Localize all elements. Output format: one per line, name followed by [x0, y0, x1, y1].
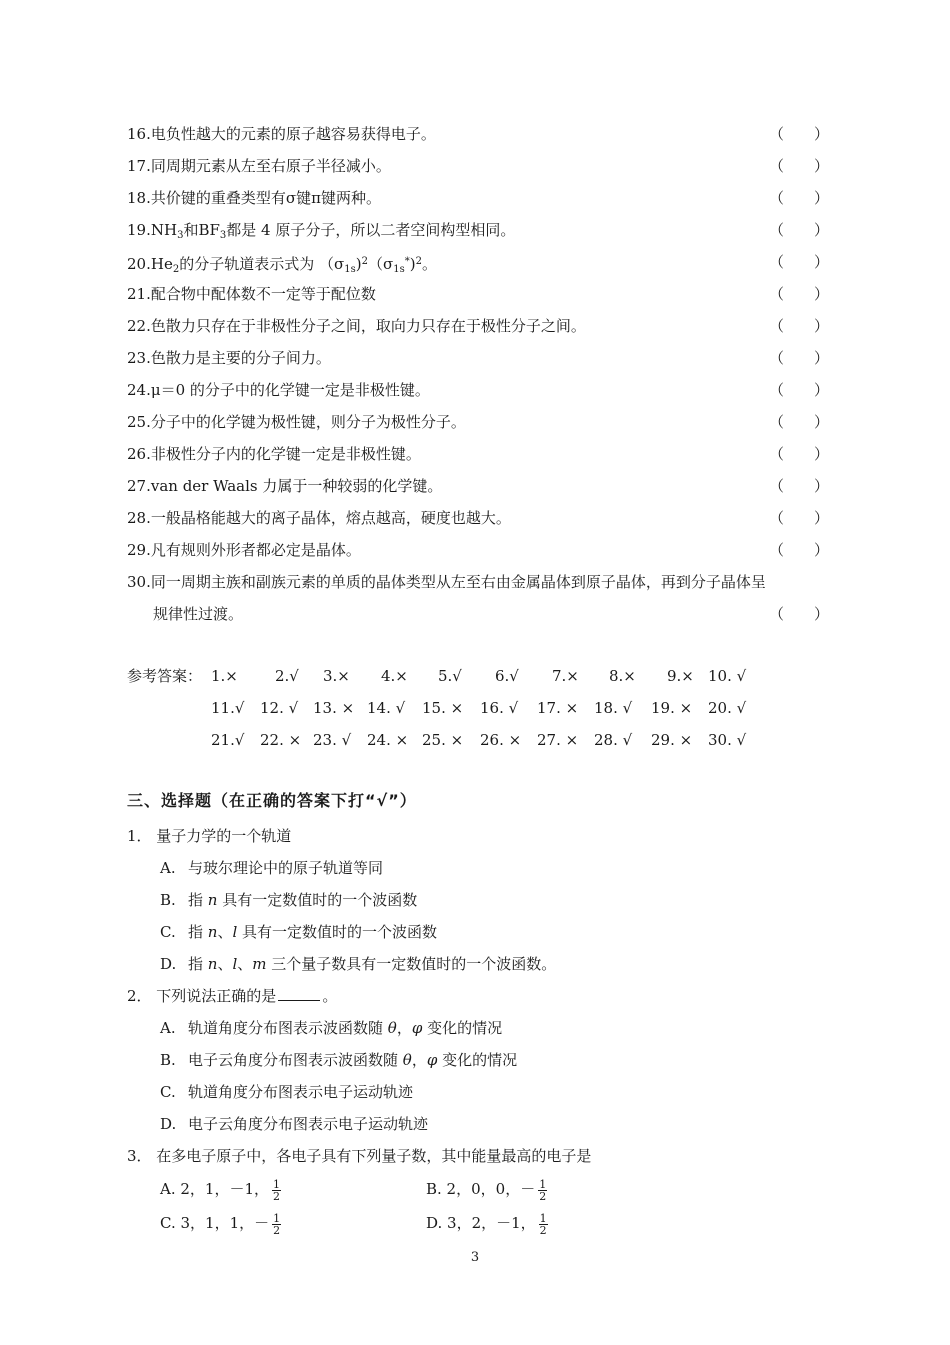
variable-l: l	[232, 923, 238, 941]
answer-blank[interactable]: （ ）	[768, 253, 829, 271]
denominator: 2	[273, 1189, 280, 1203]
tf-question-22	[127, 310, 837, 342]
subscript: 1s	[344, 264, 356, 275]
answer-row-1	[127, 660, 847, 692]
answer-key-label: 参考答案：	[127, 667, 203, 685]
separator: ，	[396, 1019, 412, 1037]
answer-item: 17. ×	[537, 699, 579, 717]
mc-q3-option-d[interactable]	[426, 1206, 548, 1240]
option-text: 变化的情况	[437, 1051, 518, 1069]
answer-key	[127, 660, 847, 756]
question-text: 电负性越大的元素的原子越容易获得电子。	[150, 125, 436, 143]
option-text: 指	[188, 923, 208, 941]
answer-item: 20. √	[708, 699, 747, 717]
answer-item: 3.×	[323, 667, 350, 685]
answer-item: 8.×	[609, 667, 636, 685]
option-label: C.	[160, 923, 176, 941]
option-text: 具有一定数值时的一个波函数	[237, 923, 438, 941]
question-number: 27.	[127, 477, 151, 495]
denominator: 2	[539, 1223, 547, 1237]
answer-item: 25. ×	[422, 731, 464, 749]
separator: ，	[411, 1051, 427, 1069]
question-text	[151, 255, 437, 273]
answer-blank[interactable]: （ ）	[768, 445, 829, 463]
numerator: 1	[273, 1211, 281, 1225]
question-number: 24.	[127, 381, 151, 399]
question-text: 色散力是主要的分子间力。	[150, 349, 331, 367]
subscript: 3	[177, 230, 184, 241]
fill-blank[interactable]	[278, 986, 320, 1001]
tf-question-21	[127, 278, 837, 310]
numerator: 1	[539, 1211, 547, 1225]
option-label: A.	[160, 859, 176, 877]
answer-item: 13. ×	[313, 699, 355, 717]
numerator: 1	[539, 1177, 547, 1191]
denominator: 2	[539, 1189, 547, 1203]
multiple-choice-list	[127, 820, 847, 1240]
true-false-list	[127, 118, 837, 630]
question-number: 25.	[127, 413, 151, 431]
text-segment: 的分子轨道表示式为 （σ	[179, 255, 345, 273]
answer-blank[interactable]: （ ）	[768, 157, 829, 175]
tf-question-24	[127, 374, 837, 406]
answer-item: 5.√	[438, 667, 462, 685]
question-number: 16.	[127, 125, 151, 143]
variable-n: n	[207, 923, 218, 941]
mc-q1-option-b[interactable]	[127, 884, 847, 916]
formula-he: He	[150, 255, 173, 273]
answer-blank[interactable]: （ ）	[768, 189, 829, 207]
question-number: 28.	[127, 509, 151, 527]
question-number: 21.	[127, 285, 151, 303]
option-text: 变化的情况	[422, 1019, 503, 1037]
option-label: B.	[160, 891, 176, 909]
answer-blank[interactable]: （ ）	[768, 285, 829, 303]
option-text: C. 3，1，1，－	[160, 1214, 270, 1232]
option-label: D.	[160, 955, 177, 973]
answer-item: 28. √	[594, 731, 633, 749]
question-number: 18.	[127, 189, 151, 207]
answer-item: 1.×	[211, 667, 238, 685]
question-number: 20.	[127, 255, 151, 273]
answer-item: 18. √	[594, 699, 633, 717]
option-text: 具有一定数值时的一个波函数	[217, 891, 418, 909]
question-text-line1: 同一周期主族和副族元素的单质的晶体类型从左至右由金属晶体到原子晶体，再到分子晶体呈	[150, 573, 766, 591]
answer-item: 16. √	[480, 699, 519, 717]
answer-item: 22. ×	[260, 731, 302, 749]
question-text: van der Waals 力属于一种较弱的化学键。	[150, 477, 443, 495]
question-text: 凡有规则外形者都必定是晶体。	[150, 541, 361, 559]
answer-item: 9.×	[667, 667, 694, 685]
mc-q2-option-a[interactable]	[127, 1012, 847, 1044]
formula-bf: 和BF	[183, 221, 220, 239]
fraction-half	[538, 1179, 547, 1202]
option-text: 轨道角度分布图表示波函数随	[188, 1019, 388, 1037]
formula-nh: NH	[150, 221, 178, 239]
option-text: 指	[188, 891, 208, 909]
variable-phi: φ	[411, 1019, 423, 1037]
answer-item: 10. √	[708, 667, 747, 685]
option-text: A. 2，1，－1，	[160, 1180, 269, 1198]
question-text: 非极性分子内的化学键一定是非极性键。	[150, 445, 421, 463]
separator: 、	[217, 923, 233, 941]
question-text: 配合物中配体数不一定等于配位数	[150, 285, 376, 303]
question-text	[151, 221, 516, 239]
mc-question-1-stem: 1． 量子力学的一个轨道	[127, 827, 292, 845]
subscript: 1s	[393, 264, 405, 275]
punctuation: 。	[322, 987, 338, 1005]
mc-q1-option-c[interactable]	[127, 916, 847, 948]
mc-q2-option-d[interactable]	[127, 1108, 847, 1140]
question-text: 一般晶格能越大的离子晶体，熔点越高，硬度也越大。	[150, 509, 511, 527]
tf-question-30-cont	[127, 598, 837, 630]
mc-q2-option-c[interactable]	[127, 1076, 847, 1108]
answer-row-3	[127, 724, 847, 756]
answer-item: 12. √	[260, 699, 299, 717]
tf-question-28	[127, 502, 837, 534]
answer-blank[interactable]: （ ）	[768, 125, 829, 143]
mc-q1-option-a[interactable]	[127, 852, 847, 884]
option-text: B. 2，0，0，－	[426, 1180, 536, 1198]
antibonding-star: *	[404, 256, 410, 267]
mc-q3-option-a[interactable]	[160, 1172, 281, 1206]
question-text: 共价键的重叠类型有σ键π键两种。	[150, 189, 381, 207]
answer-blank[interactable]: （ ）	[768, 413, 829, 431]
answer-item: 19. ×	[651, 699, 693, 717]
mc-question-3-stem: 3． 在多电子原子中，各电子具有下列量子数，其中能量最高的电子是	[127, 1147, 592, 1165]
question-text: 色散力只存在于非极性分子之间，取向力只存在于极性分子之间。	[150, 317, 586, 335]
variable-theta: θ	[402, 1051, 412, 1069]
tf-question-23	[127, 342, 837, 374]
answer-item: 6.√	[495, 667, 519, 685]
answer-blank[interactable]: （ ）	[768, 221, 829, 239]
option-text: 三个量子数具有一定数值时的一个波函数。	[266, 955, 557, 973]
tf-question-25	[127, 406, 837, 438]
tf-question-18	[127, 182, 837, 214]
answer-item: 4.×	[381, 667, 408, 685]
mc-question-2-stem	[127, 980, 847, 1012]
option-label: A.	[160, 1019, 176, 1037]
option-label: B.	[160, 1051, 176, 1069]
variable-n: n	[207, 891, 218, 909]
variable-n: n	[207, 955, 218, 973]
variable-phi: φ	[426, 1051, 438, 1069]
answer-item: 23. √	[313, 731, 352, 749]
question-number: 17.	[127, 157, 151, 175]
answer-blank[interactable]: （ ）	[768, 381, 829, 399]
answer-item: 14. √	[367, 699, 406, 717]
answer-blank[interactable]: （ ）	[768, 349, 829, 367]
variable-theta: θ	[387, 1019, 397, 1037]
option-text: 与玻尔理论中的原子轨道等同	[188, 859, 384, 877]
answer-item: 30. √	[708, 731, 747, 749]
option-text: 指	[188, 955, 208, 973]
denominator: 2	[273, 1223, 281, 1237]
answer-blank[interactable]: （ ）	[768, 317, 829, 335]
mc-q3-option-c[interactable]	[160, 1206, 281, 1240]
answer-item: 29. ×	[651, 731, 693, 749]
question-number: 19.	[127, 221, 151, 239]
option-text: D. 3，2，－1，	[426, 1214, 536, 1232]
option-text: 轨道角度分布图表示电子运动轨迹	[188, 1083, 414, 1101]
text-segment: （σ	[367, 255, 394, 273]
tf-question-26	[127, 438, 837, 470]
superscript: 2	[415, 256, 422, 267]
separator: 、	[237, 955, 253, 973]
question-number: 29.	[127, 541, 151, 559]
tf-question-27	[127, 470, 837, 502]
tf-question-16	[127, 118, 837, 150]
fraction-half	[272, 1179, 281, 1202]
answer-item: 26. ×	[480, 731, 522, 749]
option-text: 电子云角度分布图表示电子运动轨迹	[188, 1115, 429, 1133]
fraction-half	[539, 1213, 548, 1236]
answer-blank[interactable]: （ ）	[768, 541, 829, 559]
answer-item: 15. ×	[422, 699, 464, 717]
tf-question-19	[127, 214, 837, 246]
question-text-line2: 规律性过渡。	[153, 605, 244, 623]
option-text: 电子云角度分布图表示波函数随	[188, 1051, 403, 1069]
question-text: μ＝0 的分子中的化学键一定是非极性键。	[150, 381, 430, 399]
text-segment: 。	[421, 255, 437, 273]
question-text: 分子中的化学键为极性键，则分子为极性分子。	[150, 413, 466, 431]
answer-blank[interactable]: （ ）	[768, 605, 829, 623]
variable-l: l	[232, 955, 238, 973]
subscript: 2	[172, 264, 180, 275]
mc-q3-options-row-1	[127, 1172, 847, 1206]
question-number: 26.	[127, 445, 151, 463]
option-label: C.	[160, 1083, 176, 1101]
page-number: 3	[470, 1250, 480, 1265]
tf-question-20	[127, 246, 837, 278]
answer-item: 2.√	[275, 667, 299, 685]
option-label: D.	[160, 1115, 177, 1133]
tf-question-30	[127, 566, 837, 598]
mc-q1-option-d[interactable]	[127, 948, 847, 980]
mc-q3-option-b[interactable]	[426, 1172, 547, 1206]
separator: 、	[217, 955, 233, 973]
mc-q3-options-row-2	[127, 1206, 847, 1240]
answer-item: 21.√	[211, 731, 245, 749]
superscript: 2	[361, 256, 368, 267]
numerator: 1	[273, 1177, 280, 1191]
question-number: 22.	[127, 317, 151, 335]
answer-item: 27. ×	[537, 731, 579, 749]
answer-blank[interactable]: （ ）	[768, 509, 829, 527]
question-text: 同周期元素从左至右原子半径减小。	[150, 157, 391, 175]
question-stem: 2． 下列说法正确的是	[127, 987, 277, 1005]
subscript: 3	[219, 230, 227, 241]
section-heading: 三、选择题（在正确的答案下打“√”）	[127, 791, 417, 810]
tf-question-29	[127, 534, 837, 566]
close-paren: )	[409, 255, 416, 273]
mc-q2-option-b[interactable]	[127, 1044, 847, 1076]
close-paren: )	[355, 255, 362, 273]
answer-item: 24. ×	[367, 731, 409, 749]
tf-question-17	[127, 150, 837, 182]
answer-row-2	[127, 692, 847, 724]
variable-m: m	[252, 955, 267, 973]
question-number: 23.	[127, 349, 151, 367]
question-text-rest: 都是 4 原子分子，所以二者空间构型相同。	[226, 221, 516, 239]
answer-item: 11.√	[211, 699, 245, 717]
answer-blank[interactable]: （ ）	[768, 477, 829, 495]
answer-item: 7.×	[552, 667, 579, 685]
fraction-half	[272, 1213, 281, 1236]
question-number: 30.	[127, 573, 151, 591]
